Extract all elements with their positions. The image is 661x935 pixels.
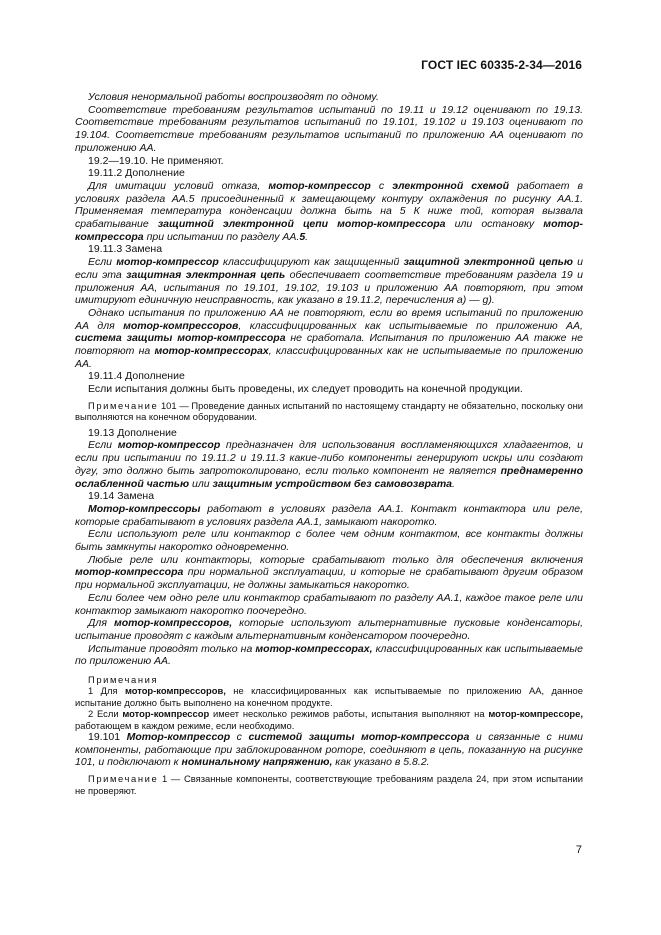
paragraph: Если используют реле или контактор с более чем одним контактом, все контакты должны быть замкнуты накоротко одновременно. [75, 528, 583, 554]
term: мотор-компрессоре, [488, 708, 583, 720]
term: мотор-компрессоров, [124, 685, 226, 697]
note: Примечание 101 — Проведение данных испытаний по настоящему стандарту не обязательно, поскольку они выполняются на конечном оборудовании. [75, 399, 583, 423]
paragraph: Любые реле или контакторы, которые срабатывают только для обеспечения включения мотор-компрессора при нормальной эксплуатации, и которые не срабатывают другим образом при нормальной эксплуатации, не должны замыкаться накоротко. [75, 553, 583, 592]
term: Мотор-компрессоры [88, 502, 201, 515]
section-heading: 19.11.4 Дополнение [88, 370, 185, 383]
paragraph: Если мотор-компрессор предназначен для использования воспламеняющихся хладагентов, и если при испытании по 19.11.2 и 19.11.3 какие-либо компоненты генерируют искры или создают дугу, это должно быть запротоколировано, если только компонент не является преднамеренно ослабленной частью или защитным устройством без самовозврата. [75, 439, 583, 490]
note: 1 Для мотор-компрессоров, не классифицированных как испытываемые по приложению АА, данное испытание должно быть выполнено на конечном продукте. [75, 685, 583, 708]
section-heading: 19.11.3 Замена [88, 243, 163, 256]
note: 2 Если мотор-компрессор имеет несколько режимов работы, испытания выполняют на мотор-компрессоре, работающем в каждом режиме, если необходимо. [75, 708, 583, 731]
notes-heading: Примечания [88, 674, 159, 686]
term: мотор-компрессоров [123, 319, 239, 332]
paragraph: 19.2—19.10. Не применяют. [88, 154, 224, 167]
term: электронной схемой [392, 179, 510, 192]
term: мотор-компрессорах, [255, 642, 373, 655]
term: Мотор-компрессор [126, 731, 231, 744]
paragraph: Если мотор-компрессор классифицируют как защищенный защитной электронной цепью и если эта защитная электронная цепь обеспечивает соответствие требованиям раздела 19 и приложения АА, испытания по 19.101, 19.102, 19.103 и приложению АА повторяют, при этом имитируют единичную неисправность, как указано в 19.11.2, перечисления а) — g). [75, 256, 583, 307]
term: система защиты мотор-компрессора [75, 332, 286, 345]
paragraph: 19.101 Мотор-компрессор с системой защиты мотор-компрессора и связанные с ними компоненты, работающие при заблокированном роторе, соединяют в цепь, показанную на рисунке 101, и подключают к номинальному напряжению, как указано в 5.8.2. [75, 731, 583, 769]
paragraph: Если более чем одно реле или контактор срабатывают по разделу АА.1, каждое такое реле или контактор замыкают накоротко поочередно. [75, 591, 583, 617]
paragraph: Испытание проводят только на мотор-компрессорах, классифицированных как испытываемые по приложению АА. [75, 642, 583, 668]
paragraph: Однако испытания по приложению АА не повторяют, если во время испытаний по приложению АА для мотор-компрессоров, классифицированных как испытываемые по приложению АА, система защиты мотор-компрессора не сработала. Испытания по приложению АА также не повторяют на мотор-компрессорах, классифицированных как не испытываемые по приложению АА. [75, 306, 584, 370]
term: защитной электронной цепью [403, 256, 573, 269]
term: мотор-компрессор [117, 439, 221, 452]
page-number: 7 [575, 844, 582, 856]
term: мотор-компрессора [75, 218, 583, 243]
term: мотор-компрессоров, [113, 617, 233, 630]
term: номинальному напряжению, [181, 756, 333, 769]
document-body [75, 91, 583, 796]
term: защитным устройством без самовозврата [212, 477, 453, 490]
section-heading: 19.13 Дополнение [88, 426, 177, 439]
term: преднамеренно ослабленной частью [75, 464, 583, 490]
section-heading: 19.14 Замена [88, 490, 155, 503]
term: защитной электронной цепи мотор-компрессора [157, 218, 446, 231]
term: мотор-компрессорах [154, 345, 269, 358]
paragraph: Мотор-компрессоры работают в условиях раздела АА.1. Контакт контактора или реле, которые срабатывают в условиях раздела АА.1, замыкают накоротко. [75, 502, 583, 528]
paragraph: Для имитации условий отказа, мотор-компрессор с электронной схемой работает в условиях раздела АА.5 присоединенный к замещающему контуру охлаждения по рисунку АА.1. Применяемая температура конденсации должна быть на 5 К ниже той, которая вызвала срабатывание защитной электронной цепи мотор-компрессора или остановку мотор-компрессора при испытании по разделу АА.5. [75, 179, 584, 243]
paragraph: Условия ненормальной работы воспроизводят по одному. [88, 91, 379, 103]
term: системой защиты мотор-компрессора [248, 731, 470, 744]
note: Примечание 1 — Связанные компоненты, соответствующие требованиям раздела 24, при этом испытании не проверяют. [75, 773, 583, 796]
standard-designation: ГОСТ IEC 60335-2-34—2016 [421, 58, 582, 72]
paragraph: Для мотор-компрессоров, которые используют альтернативные пусковые конденсаторы, испытание проводят с каждым альтернативным конденсатором поочередно. [75, 617, 583, 642]
term: мотор-компрессора [75, 566, 184, 579]
term: защитная электронная цепь [126, 268, 286, 281]
paragraph: Если испытания должны быть проведены, их следует проводить на конечной продукции. [88, 383, 523, 396]
term: мотор-компрессор [268, 179, 371, 192]
term: мотор-компрессор [116, 256, 219, 269]
section-heading: 19.11.2 Дополнение [88, 167, 185, 180]
paragraph: Соответствие требованиям результатов испытаний по 19.11 и 19.12 оценивают по 19.13. Соответствие требованиям результатов испытаний по 19.101, 19.102 и 19.103 оценивают по 19.104. Соответствие требованиям результатов испытаний по приложению АА оценивают по приложению АА. [75, 103, 583, 154]
term: мотор-компрессор [122, 708, 210, 720]
